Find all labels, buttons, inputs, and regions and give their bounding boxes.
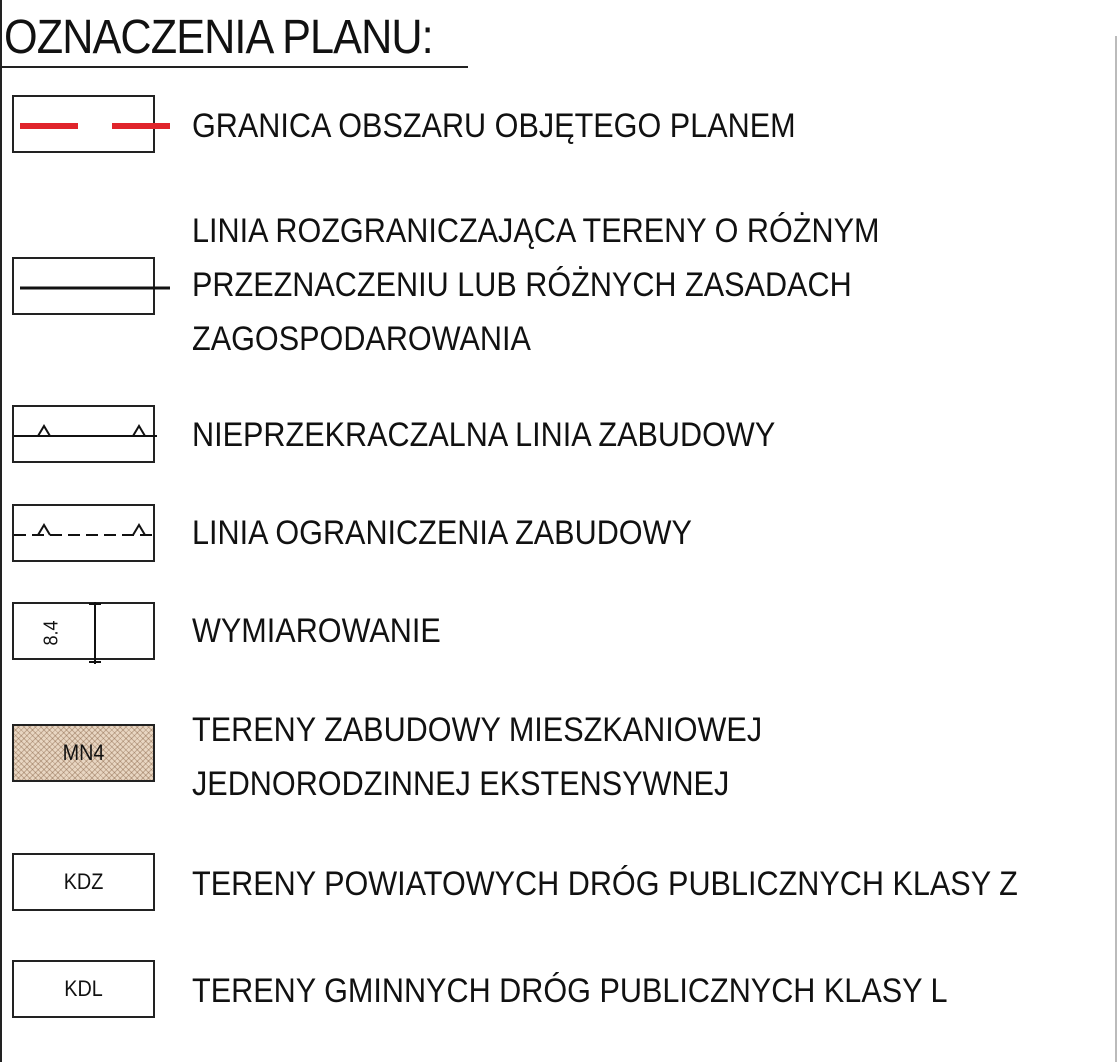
county-roads-label	[192, 857, 1018, 911]
demarcation-label	[192, 204, 879, 366]
demarcation-label-line: LINIA ROZGRANICZAJĄCA TERENY O RÓŻNYM	[192, 212, 880, 250]
legend-title: OZNACZENIA PLANU:	[4, 11, 433, 64]
solid-line-icon	[12, 257, 159, 319]
boundary-label	[192, 99, 796, 153]
title-underline	[2, 66, 468, 68]
residential-zone-code: MN4	[62, 740, 105, 765]
municipal-roads-code: KDL	[64, 976, 103, 1001]
municipal-roads-label-line: TERENY GMINNYCH DRÓG PUBLICZNYCH KLASY L	[192, 972, 948, 1010]
demarcation-symbol	[12, 257, 155, 315]
municipal-roads-symbol	[12, 960, 155, 1018]
building-limit-line-label	[192, 506, 692, 560]
municipal-roads-label	[192, 964, 948, 1018]
dimensioning-label-line: WYMIAROWANIE	[192, 612, 441, 650]
dimensioning-label	[192, 604, 441, 658]
dashed-building-line-icon	[12, 504, 159, 566]
dimensioning-symbol	[12, 602, 155, 660]
boundary-label-line: GRANICA OBSZARU OBJĘTEGO PLANEM	[192, 107, 796, 145]
boundary-symbol	[12, 95, 155, 153]
county-roads-symbol	[12, 853, 155, 911]
demarcation-label-line: PRZEZNACZENIU LUB RÓŻNYCH ZASADACH	[192, 266, 852, 304]
residential-zone-label-line: JEDNORODZINNEJ EKSTENSYWNEJ	[192, 765, 730, 803]
frame-left-border	[0, 0, 2, 1062]
demarcation-label-line: ZAGOSPODAROWANIA	[192, 320, 531, 358]
mandatory-building-line-symbol	[12, 405, 155, 463]
building-limit-line-symbol	[12, 504, 155, 562]
dimension-line-icon	[12, 602, 159, 664]
red-dashed-line-icon	[12, 95, 159, 157]
mandatory-building-line-label-line: NIEPRZEKRACZALNA LINIA ZABUDOWY	[192, 416, 776, 454]
mandatory-building-line-label	[192, 408, 775, 462]
building-limit-line-label-line: LINIA OGRANICZENIA ZABUDOWY	[192, 514, 692, 552]
county-roads-code: KDZ	[63, 869, 104, 894]
building-line-with-triangles-icon	[12, 405, 159, 467]
residential-zone-label-line: TERENY ZABUDOWY MIESZKANIOWEJ	[192, 711, 763, 749]
residential-zone-symbol	[12, 724, 155, 782]
residential-zone-label	[192, 703, 762, 811]
county-roads-label-line: TERENY POWIATOWYCH DRÓG PUBLICZNYCH KLASY Z	[192, 865, 1018, 903]
dimension-value: 8.4	[40, 620, 63, 646]
